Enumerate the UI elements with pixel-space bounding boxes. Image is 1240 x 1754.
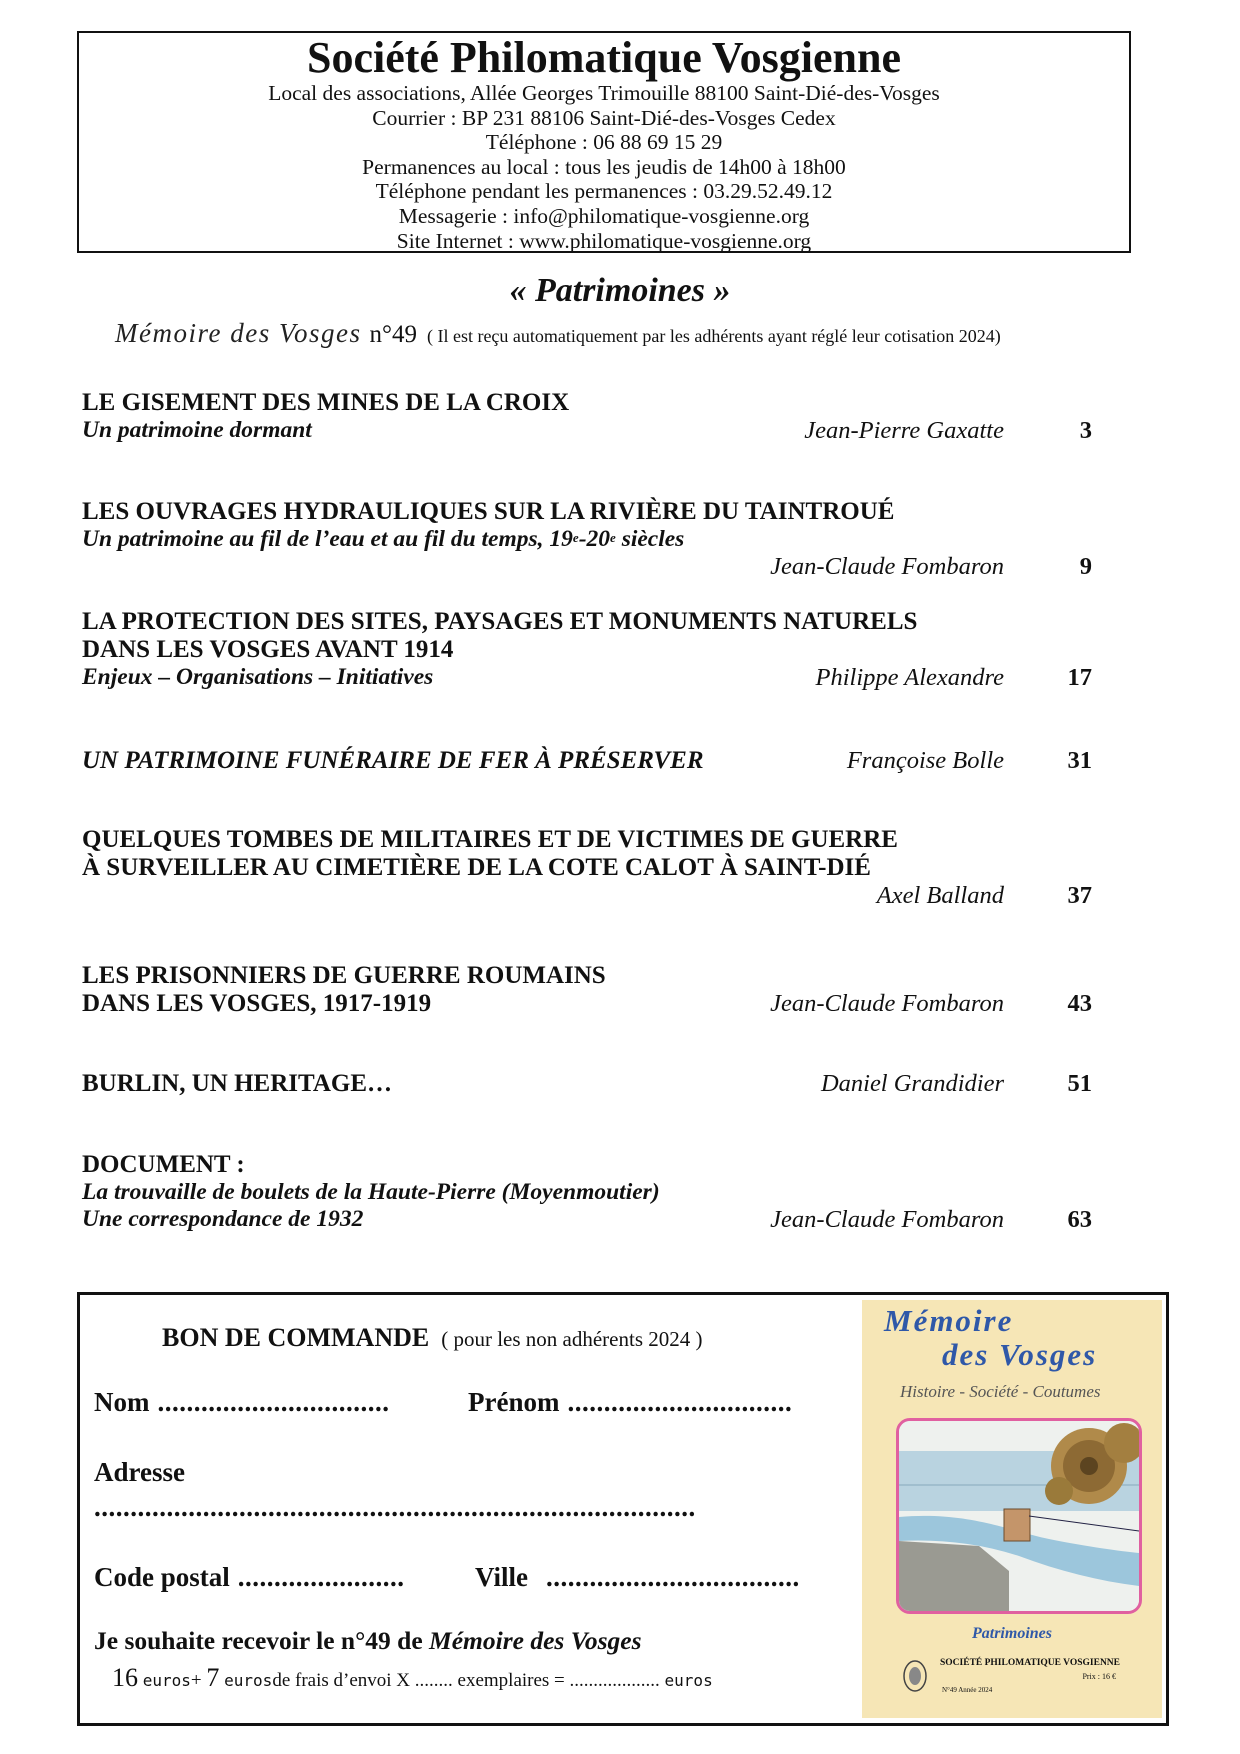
society-seal-icon xyxy=(902,1658,928,1694)
toc-author: Jean-Claude Fombaron xyxy=(770,553,1004,580)
toc-entry xyxy=(82,826,1092,909)
toc-entry xyxy=(82,389,1092,444)
toc-page: 31 xyxy=(1067,747,1092,774)
toc-author: Françoise Bolle xyxy=(846,747,1004,774)
toc-title: BURLIN, UN HERITAGE… xyxy=(82,1070,392,1097)
order-form xyxy=(77,1292,1169,1726)
cover-subtitle: Histoire - Société - Coutumes xyxy=(900,1382,1101,1401)
toc-title: LES OUVRAGES HYDRAULIQUES SUR LA RIVIÈRE DU TAINTROUÉ xyxy=(82,498,895,525)
society-name: Société Philomatique Vosgienne xyxy=(306,33,902,82)
website-line: Site Internet : www.philomatique-vosgienne.org xyxy=(396,228,812,253)
toc-page: 63 xyxy=(1067,1206,1092,1233)
toc-title: LE GISEMENT DES MINES DE LA CROIX xyxy=(82,389,570,416)
toc-subtitle: Un patrimoine dormant xyxy=(82,417,312,443)
hours-phone-line: Téléphone pendant les permanences : 03.29.52.49.12 xyxy=(375,179,833,204)
ville-field[interactable]: Ville ................................... xyxy=(475,1562,800,1592)
code-postal-field[interactable]: Code postal ....................... xyxy=(94,1562,405,1592)
toc-title-2: DANS LES VOSGES, 1917-1919 xyxy=(82,990,432,1017)
cover-society: SOCIÉTÉ PHILOMATIQUE VOSGIENNE xyxy=(940,1658,1120,1668)
toc-title: DOCUMENT : xyxy=(82,1151,245,1178)
toc-author: Axel Balland xyxy=(876,882,1004,909)
adresse-label: Adresse xyxy=(94,1457,185,1487)
toc-author: Jean-Pierre Gaxatte xyxy=(804,417,1004,444)
order-title: BON DE COMMANDE ( pour les non adhérents 2024 ) xyxy=(162,1323,703,1352)
toc-author: Jean-Claude Fombaron xyxy=(770,1206,1004,1233)
order-title-note: ( pour les non adhérents 2024 ) xyxy=(441,1327,703,1351)
address-line: Local des associations, Allée Georges Trimouille 88100 Saint-Dié-des-Vosges xyxy=(268,81,940,105)
toc-entry xyxy=(82,608,1092,691)
cover-title: Mémoire des Vosges xyxy=(884,1303,1098,1372)
issue-number: n°49 xyxy=(369,321,417,348)
nom-field[interactable]: Nom ................................ xyxy=(94,1387,390,1417)
issue-theme: « Patrimoines » xyxy=(509,272,731,309)
order-price-line: 16 euros+ 7 eurosde frais d’envoi X ........ exemplaires = ................... euros xyxy=(112,1663,713,1692)
toc-title: LES PRISONNIERS DE GUERRE ROUMAINS xyxy=(82,962,606,989)
toc-author: Daniel Grandidier xyxy=(820,1070,1004,1097)
issue-line xyxy=(115,318,1001,349)
toc-entry xyxy=(82,1151,1092,1233)
phone-line: Téléphone : 06 88 69 15 29 xyxy=(485,130,723,155)
cover-price: Prix : 16 € xyxy=(1082,1672,1116,1681)
toc-subtitle: Un patrimoine au fil de l’eau et au fil du temps, 19e-20e siècles xyxy=(82,526,685,552)
toc-page: 43 xyxy=(1067,990,1092,1017)
cover-theme: Patrimoines xyxy=(971,1625,1052,1642)
toc-subtitle: La trouvaille de boulets de la Haute-Pierre (Moyenmoutier) xyxy=(82,1179,660,1205)
toc-entry xyxy=(82,747,1092,775)
toc-title-2: DANS LES VOSGES AVANT 1914 xyxy=(82,636,454,663)
email-line: Messagerie : info@philomatique-vosgienne.org xyxy=(398,203,810,228)
toc-author: Jean-Claude Fombaron xyxy=(770,990,1004,1017)
toc-page: 17 xyxy=(1067,664,1092,691)
toc-entry xyxy=(82,498,1092,580)
journal-name: Mémoire des Vosges xyxy=(115,318,362,348)
hours-line: Permanences au local : tous les jeudis de 14h00 à 18h00 xyxy=(362,154,846,179)
toc-entry xyxy=(82,962,1092,1018)
toc-title: UN PATRIMOINE FUNÉRAIRE DE FER À PRÉSERVER xyxy=(82,747,704,774)
issue-note: ( Il est reçu automatiquement par les adhérents ayant réglé leur cotisation 2024) xyxy=(426,326,1001,346)
prenom-field[interactable]: Prénom ............................... xyxy=(468,1387,793,1417)
toc-author: Philippe Alexandre xyxy=(815,664,1004,691)
toc-page: 37 xyxy=(1067,882,1092,909)
adresse-field[interactable]: ................................................................................... xyxy=(94,1492,696,1522)
toc-title: LA PROTECTION DES SITES, PAYSAGES ET MONUMENTS NATURELS xyxy=(82,608,918,635)
society-header xyxy=(77,31,1131,253)
toc-title-2: À SURVEILLER AU CIMETIÈRE DE LA COTE CALOT À SAINT-DIÉ xyxy=(82,854,871,881)
toc-subtitle-2: Une correspondance de 1932 xyxy=(82,1206,364,1232)
order-wish: Je souhaite recevoir le n°49 de Mémoire des Vosges xyxy=(94,1626,642,1655)
journal-cover-image xyxy=(862,1300,1162,1718)
cover-issue-number: N°49 Année 2024 xyxy=(942,1686,993,1694)
toc-page: 51 xyxy=(1067,1070,1092,1097)
toc-page: 9 xyxy=(1079,553,1092,580)
toc-subtitle: Enjeux – Organisations – Initiatives xyxy=(82,664,434,690)
mail-line: Courrier : BP 231 88106 Saint-Dié-des-Vosges Cedex xyxy=(372,105,836,130)
toc-page: 3 xyxy=(1079,417,1092,444)
cover-map-illustration xyxy=(896,1418,1142,1614)
toc-title: QUELQUES TOMBES DE MILITAIRES ET DE VICTIMES DE GUERRE xyxy=(82,826,898,853)
toc-entry xyxy=(82,1070,1092,1098)
